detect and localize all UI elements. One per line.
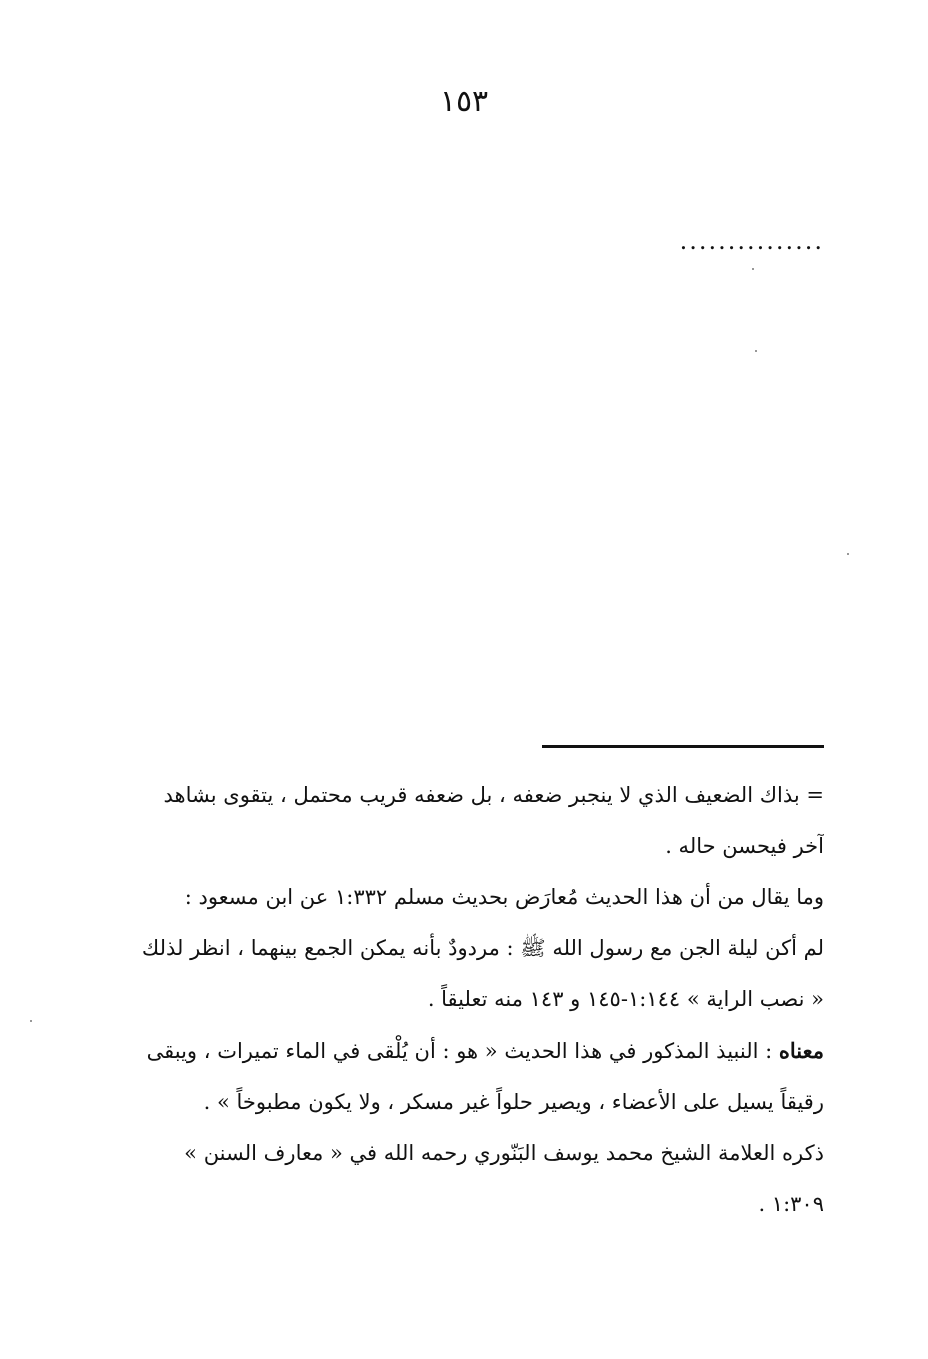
footnote-paragraph-3 [112,1025,824,1230]
scan-speck [752,268,754,270]
scan-speck [755,350,757,352]
footnote-paragraph-2 [112,872,824,1025]
footnote-line: « نصب الراية » ١:١٤٤-١٤٥ و ١٤٣ منه تعليقاً . [427,987,824,1011]
scan-speck [847,553,849,555]
footnotes-block [112,770,824,1230]
footnote-line: آخر فيحسن حاله . [665,834,824,858]
footnote-paragraph-1 [112,770,824,872]
ellipsis-separator: ............... [679,227,824,255]
footnote-line: رقيقاً يسيل على الأعضاء ، ويصير حلواً غير مسكر ، ولا يكون مطبوخاً » . [203,1090,824,1114]
footnote-lead-word: معناه [778,1038,824,1063]
footnote-lead-rest: : النبيذ المذكور في هذا الحديث « هو : أن يُلْقى في الماء تميرات ، ويبقى [146,1039,779,1063]
footnote-line: ١:٣٠٩ . [758,1192,824,1216]
footnote-line: وما يقال من أن هذا الحديث مُعارَض بحديث مسلم ١:٣٣٢ عن ابن مسعود : [184,885,824,909]
scan-speck [30,1020,32,1022]
page-number: ١٥٣ [439,84,489,119]
footnote-divider [542,745,824,748]
footnote-line-with-lead [112,1025,824,1077]
footnote-line: = بذاك الضعيف الذي لا ينجبر ضعفه ، بل ضعفه قريب محتمل ، يتقوى بشاهد [163,783,824,807]
footnote-line: ذكره العلامة الشيخ محمد يوسف البَنّوري رحمه الله في « معارف السنن » [184,1141,824,1165]
footnote-line: لم أكن ليلة الجن مع رسول الله ﷺ : مردودٌ بأنه يمكن الجمع بينهما ، انظر لذلك [141,936,824,960]
